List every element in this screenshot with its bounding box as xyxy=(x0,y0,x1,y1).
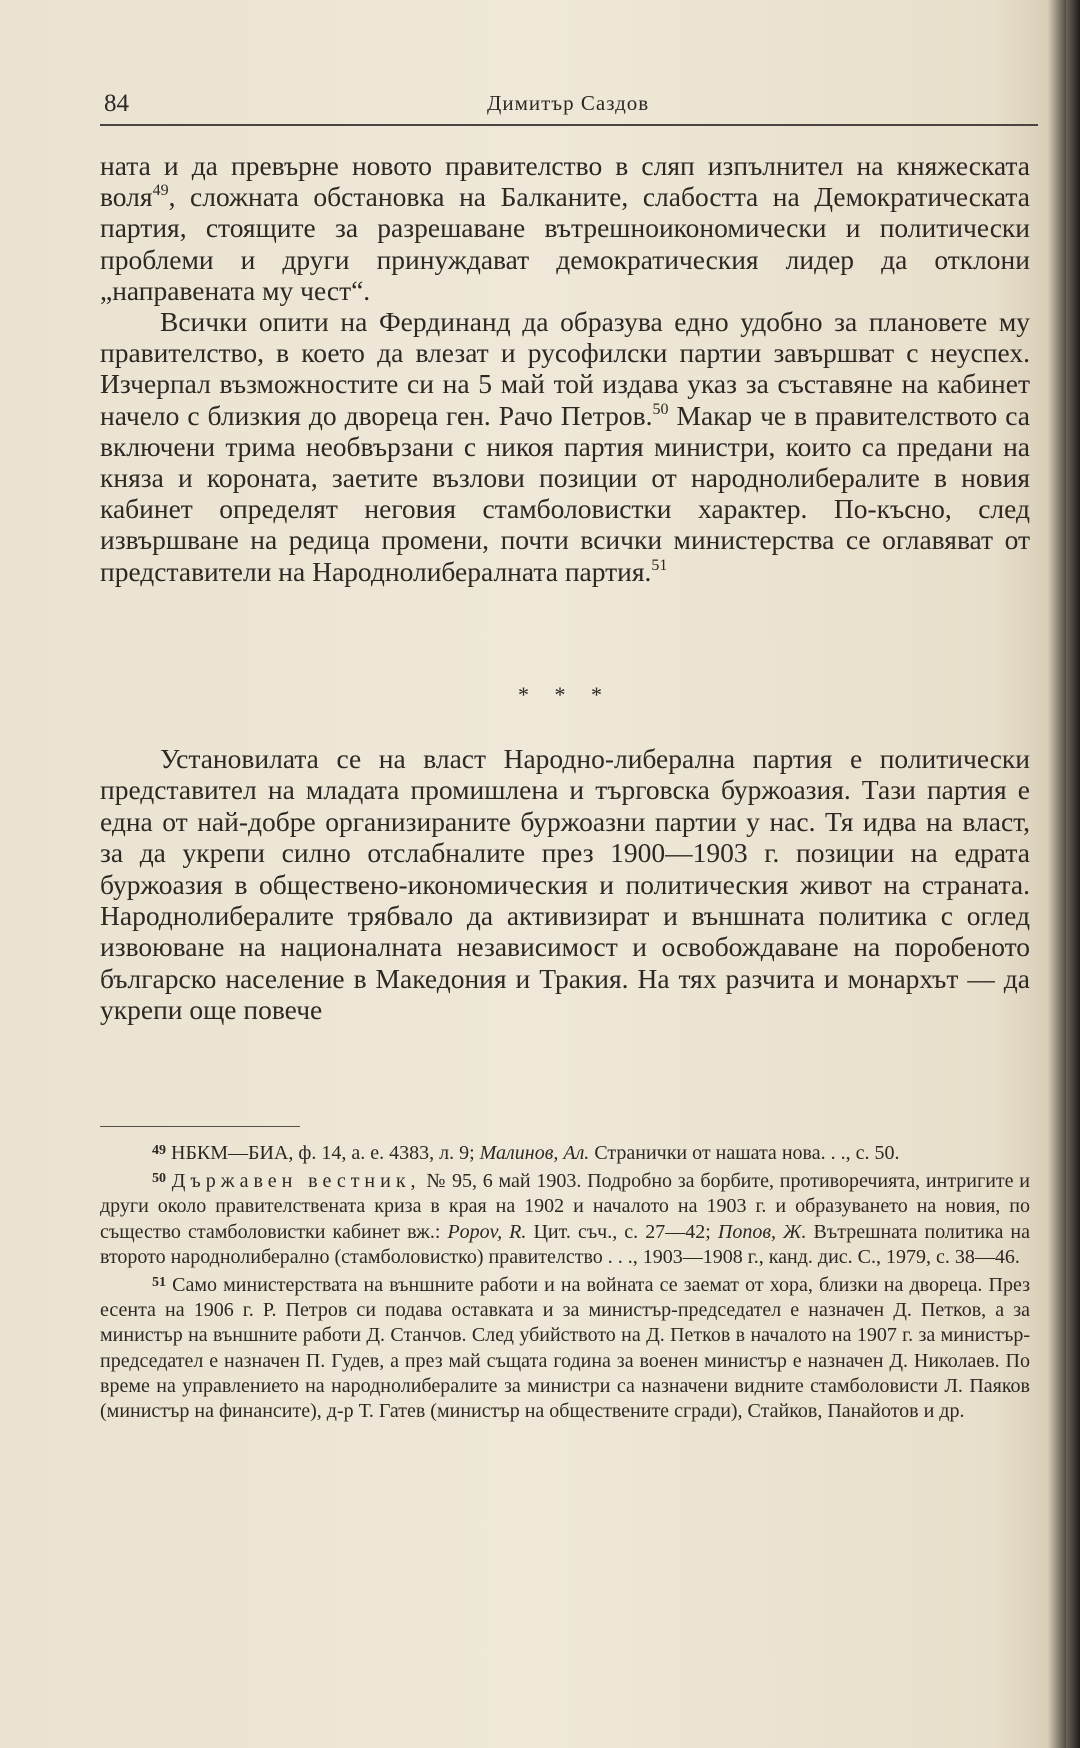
paragraph-1-text-a: ната и да превърне новото правителство в сляп изпълнител на княжеската воля xyxy=(100,150,1030,213)
footnote-50 xyxy=(100,1166,1030,1270)
page-number: 84 xyxy=(104,90,129,117)
footnote-50-text-a: № 95, 6 май 1903. Подробно за борбите, противоречията, интригите и други около правителствената криза в края на 1902 и началото на 1903 г. и образуването на новия, по същество стамболовистки кабинет вж.: xyxy=(100,1170,1031,1243)
footnote-49-text-a: НБКМ—БИА, ф. 14, а. е. 4383, л. 9; xyxy=(171,1142,480,1164)
footnote-ref-51: 51 xyxy=(651,556,668,574)
footnote-ref-50: 50 xyxy=(652,400,669,418)
page-header xyxy=(100,88,1030,122)
footnote-49-author: Малинов, Ал. xyxy=(479,1142,590,1164)
footnote-50-author-2: Попов, Ж. xyxy=(717,1220,807,1243)
footnote-50-text-b: Цит. съч., с. 27—42; xyxy=(526,1220,718,1243)
paragraph-1-text-b: , сложната обстановка на Балканите, слабостта на Демократическата партия, стоящите за разрешаване вътрешноикономически и политически проблеми и други принуждават демократическия лидер да отклони „направената му чест“. xyxy=(100,181,1030,306)
footnote-50-source: Държавен вестник, xyxy=(171,1170,421,1193)
footnote-number-51: 51 xyxy=(152,1275,166,1291)
footnote-51-text: Само министерствата на външните работи и на войната се заемат от хора, близки на двореца. През есента на 1906 г. Р. Петров си подава оставката и за министър-председател е назначен Д. Петков, а за министър на външните работи Д. Станчов. След убийството на Д. Петков в началото на 1907 г. за министър-председател е назначен П. Гудев, а през май същата година за военен министър е назначен Д. Николаев. По време на управлението на народнолибералите за министри са назначени видните стамболовисти Л. Паяков (министър на финансите), д-р Т. Гатев (министър на обществените сгради), Стайков, Панайотов и др. xyxy=(100,1274,1031,1423)
footnote-50-text-c: Вътрешната политика на второто народнолиберално (стамболовистко) правителство . . ., 1903—1908 г., канд. дис. С., 1979, с. 38—46. xyxy=(100,1220,1031,1268)
section-separator: * * * xyxy=(518,682,612,707)
header-rule xyxy=(100,124,1038,126)
running-head-author: Димитър Саздов xyxy=(487,91,650,115)
footnote-rule xyxy=(100,1126,300,1127)
paragraph-2-text-a: Всички опити на Фердинанд да образува едно удобно за плановете му правителство, в което да влезат и русофилски партии завършват с неуспех. Изчерпал възможностите си на 5 май той издава указ за съставяне на кабинет начело с близкия до двореца ген. Рачо Петров. xyxy=(100,306,1030,431)
paragraph-2-text-b: Макар че в правителството са включени трима необвързани с никоя партия министри, които са предани на княза и короната, заетите възлови позиции от народнолибералите в новия кабинет определят неговия стамболовистки характер. По-късно, след извършване на редица промени, почти всички министерства се оглавяват от представители на Народнолибералната партия. xyxy=(100,399,1030,587)
body-text-bottom xyxy=(100,743,1030,1026)
paragraph-3: Установилата се на власт Народно-либерална партия е политически представител на младата промишлена и търговска буржоазия. Тази партия е една от най-добре организираните буржоазни партии у нас. Тя идва на власт, за да укрепи силно отслабналите през 1900—1903 г. позиции на едрата буржоазия в обществено-икономическия и политическия живот на страната. Народнолибералите трябвало да активизират и външната политика с оглед извоюване на националната независимост и освобождаване на поробеното българско население в Македония и Тракия. На тях разчита и монархът — да укрепи още повече xyxy=(100,743,1030,1026)
footnote-49 xyxy=(100,1138,1030,1166)
footnote-50-author-1: Popov, R. xyxy=(447,1220,527,1243)
footnote-number-50: 50 xyxy=(152,1171,166,1187)
footnote-51 xyxy=(100,1270,1030,1424)
footnote-number-49: 49 xyxy=(152,1143,166,1158)
paragraph-2 xyxy=(100,306,1030,587)
footnotes xyxy=(100,1138,1030,1424)
book-spine-edge xyxy=(1066,0,1080,1748)
body-text-top xyxy=(100,150,1030,587)
footnote-ref-49: 49 xyxy=(152,182,169,200)
footnote-49-text-b: Странички от нашата нова. . ., с. 50. xyxy=(589,1142,900,1164)
paragraph-1 xyxy=(100,150,1030,306)
